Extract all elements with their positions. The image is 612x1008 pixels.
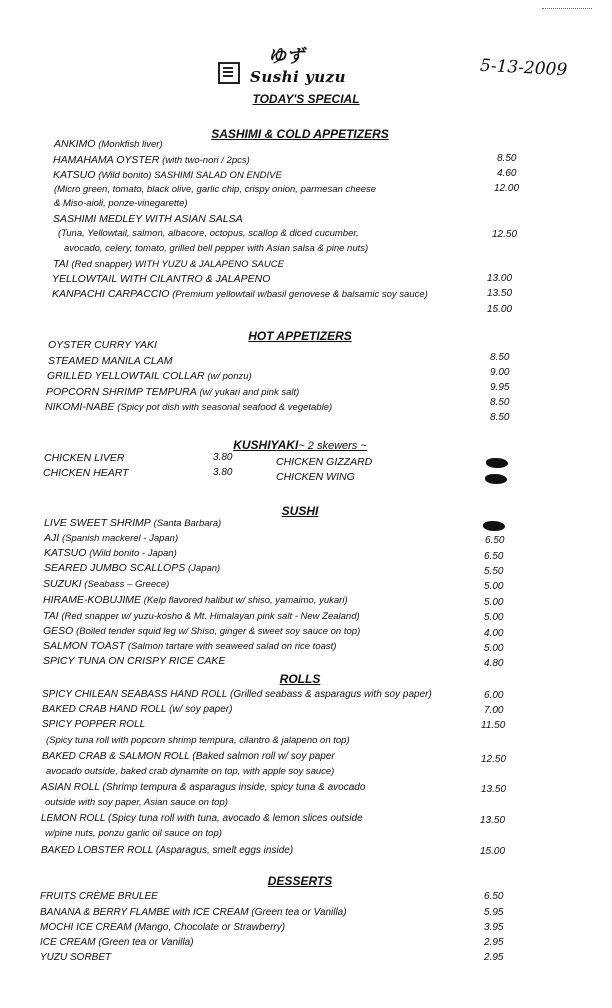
scan-mark	[542, 8, 592, 15]
item-price: 11.50	[481, 720, 506, 731]
roll-line: ASIAN ROLL (Shrimp tempura & asparagus inside, spicy tuna & avocado	[41, 782, 366, 793]
section-heading-desserts: DESSERTS	[267, 874, 333, 888]
item-price: 5.50	[484, 566, 504, 577]
item-description: (Tuna, Yellowtail, salmon, albacore, octopus, scallop & diced cucumber,	[58, 228, 359, 239]
roll-line: BAKED CRAB HAND ROLL (w/ soy paper)	[42, 704, 233, 715]
menu-item: OYSTER CURRY YAKI	[48, 339, 157, 351]
dessert-item: YUZU SORBET	[40, 952, 112, 963]
menu-item: YELLOWTAIL WITH CILANTRO & JALAPENO	[52, 273, 271, 285]
item-price: 3.80	[213, 467, 233, 478]
menu-item: KATSUO (Wild bonito - Japan)	[44, 547, 177, 559]
item-price: 13.00	[487, 273, 513, 284]
item-description: outside with soy paper, Asian sauce on top)	[45, 797, 228, 808]
item-price: 5.00	[484, 643, 504, 654]
item-price: 5.00	[484, 612, 504, 623]
item-price: 12.50	[481, 754, 507, 765]
item-description: (Micro green, tomato, black olive, garlic chip, crispy onion, parmesan cheese	[54, 184, 377, 195]
menu-item: GRILLED YELLOWTAIL COLLAR (w/ ponzu)	[47, 370, 252, 382]
item-price: 8.50	[497, 153, 517, 164]
menu-item: LIVE SWEET SHRIMP (Santa Barbara)	[44, 517, 222, 529]
handwritten-date: 5-13-2009	[479, 55, 568, 81]
section-heading-hot: HOT APPETIZERS	[248, 329, 352, 343]
item-price: 9.95	[490, 382, 510, 393]
section-heading-sashimi: SASHIMI & COLD APPETIZERS	[211, 127, 389, 141]
item-description: & Miso-aioli, ponze-vinegarette)	[54, 198, 188, 209]
section-heading-rolls: ROLLS	[279, 672, 321, 686]
item-price: 13.50	[487, 288, 513, 299]
menu-item: STEAMED MANILA CLAM	[48, 355, 173, 367]
menu-item: KANPACHI CARPACCIO (Premium yellowtail w/basil genovese & balsamic soy sauce)	[52, 288, 428, 300]
section-heading-kushiyaki: KUSHIYAKI~ 2 skewers ~	[233, 438, 367, 452]
item-description: (Spicy tuna roll with popcorn shrimp tempura, cilantro & jalapeno on top)	[46, 735, 350, 746]
item-price: 5.95	[484, 907, 504, 918]
item-price: 6.50	[484, 891, 504, 902]
roll-line: LEMON ROLL (Spicy tuna roll with tuna, avocado & lemon slices outside	[41, 813, 363, 824]
price-smudge	[483, 521, 505, 531]
menu-item: SASHIMI MEDLEY WITH ASIAN SALSA	[53, 213, 243, 225]
dessert-item: BANANA & BERRY FLAMBE with ICE CREAM (Green tea or Vanilla)	[40, 907, 347, 918]
item-description: avocado, celery, tomato, grilled bell pepper with Asian salsa & pine nuts)	[64, 243, 369, 254]
menu-item: CHICKEN WING	[276, 471, 355, 483]
kushiyaki-subheading: ~ 2 skewers ~	[298, 440, 367, 452]
page-title: TODAY'S SPECIAL	[252, 92, 360, 106]
item-price: 4.00	[484, 628, 504, 639]
item-price: 4.80	[484, 658, 504, 669]
item-price: 12.50	[492, 229, 518, 240]
item-price: 13.50	[480, 815, 506, 826]
price-smudge	[485, 474, 507, 484]
menu-item: HAMAHAMA OYSTER (with two-nori / 2pcs)	[53, 154, 250, 166]
item-price: 2.95	[484, 937, 504, 948]
menu-item: HIRAME-KOBUJIME (Kelp flavored halibut w/ shiso, yamaimo, yukari)	[43, 594, 348, 606]
item-price: 9.00	[490, 367, 510, 378]
menu-item: GESO (Boiled tender squid leg w/ Shiso, ginger & sweet soy sauce on top)	[43, 625, 361, 637]
item-price: 8.50	[490, 412, 510, 423]
menu-item: SUZUKI (Seabass – Greece)	[43, 578, 170, 590]
item-price: 15.00	[487, 304, 513, 315]
logo-kanji: ゆず	[268, 46, 304, 67]
menu-item: KATSUO (Wild bonito) SASHIMI SALAD ON ENDIVE	[53, 169, 282, 181]
menu-item: TAI (Red snapper) WITH YUZU & JALAPENO SAUCE	[53, 258, 284, 270]
item-price: 6.50	[485, 535, 505, 546]
menu-item: SEARED JUMBO SCALLOPS (Japan)	[44, 562, 221, 574]
dessert-item: MOCHI ICE CREAM (Mango, Chocolate or Strawberry)	[40, 922, 286, 933]
item-price: 6.50	[484, 551, 504, 562]
dessert-item: FRUITS CRÈME BRULEE	[40, 891, 158, 902]
item-price: 2.95	[484, 952, 504, 963]
item-description: avocado outside, baked crab dynamite on top, with apple soy sauce)	[46, 766, 335, 777]
menu-item: CHICKEN HEART	[43, 467, 129, 479]
item-price: 6.00	[484, 690, 504, 701]
item-price: 3.80	[213, 452, 233, 463]
roll-line: BAKED CRAB & SALMON ROLL (Baked salmon roll w/ soy paper	[42, 751, 335, 762]
item-description: w/pine nuts, ponzu garlic oil sauce on top)	[45, 828, 222, 839]
item-price: 8.50	[490, 397, 510, 408]
item-price: 5.00	[484, 597, 504, 608]
roll-line: SPICY POPPER ROLL	[42, 719, 146, 730]
menu-item: POPCORN SHRIMP TEMPURA (w/ yukari and pink salt)	[46, 386, 300, 398]
logo-stamp-icon	[218, 62, 240, 84]
item-price: 3.95	[484, 922, 504, 933]
menu-item: AJI (Spanish mackerel - Japan)	[44, 532, 179, 544]
menu-item: CHICKEN GIZZARD	[276, 456, 373, 468]
menu-item: TAI (Red snapper w/ yuzu-kosho & Mt. Himalayan pink salt - New Zealand)	[43, 610, 360, 622]
item-price: 7.00	[484, 705, 504, 716]
roll-line: BAKED LOBSTER ROLL (Asparagus, smelt eggs inside)	[41, 845, 294, 856]
restaurant-logo	[218, 42, 368, 88]
roll-line: SPICY CHILEAN SEABASS HAND ROLL (Grilled seabass & asparagus with soy paper)	[42, 689, 432, 700]
menu-item: SPICY TUNA ON CRISPY RICE CAKE	[43, 655, 226, 667]
menu-item: SALMON TOAST (Salmon tartare with seaweed salad on rice toast)	[43, 640, 337, 652]
item-price: 4.60	[497, 168, 517, 179]
item-price: 15.00	[480, 846, 506, 857]
logo-script: Sushi yuzu	[250, 68, 347, 86]
menu-item: NIKOMI-NABE (Spicy pot dish with seasonal seafood & vegetable)	[45, 401, 333, 413]
dessert-item: ICE CREAM (Green tea or Vanilla)	[40, 937, 194, 948]
menu-item: ANKIMO (Monkfish liver)	[54, 138, 163, 150]
item-price: 8.50	[490, 352, 510, 363]
item-price: 5.00	[484, 581, 504, 592]
menu-item: CHICKEN LIVER	[44, 452, 125, 464]
item-price: 12.00	[494, 183, 520, 194]
item-price: 13.50	[481, 784, 507, 795]
section-heading-sushi: SUSHI	[281, 504, 319, 518]
price-smudge	[486, 458, 508, 468]
